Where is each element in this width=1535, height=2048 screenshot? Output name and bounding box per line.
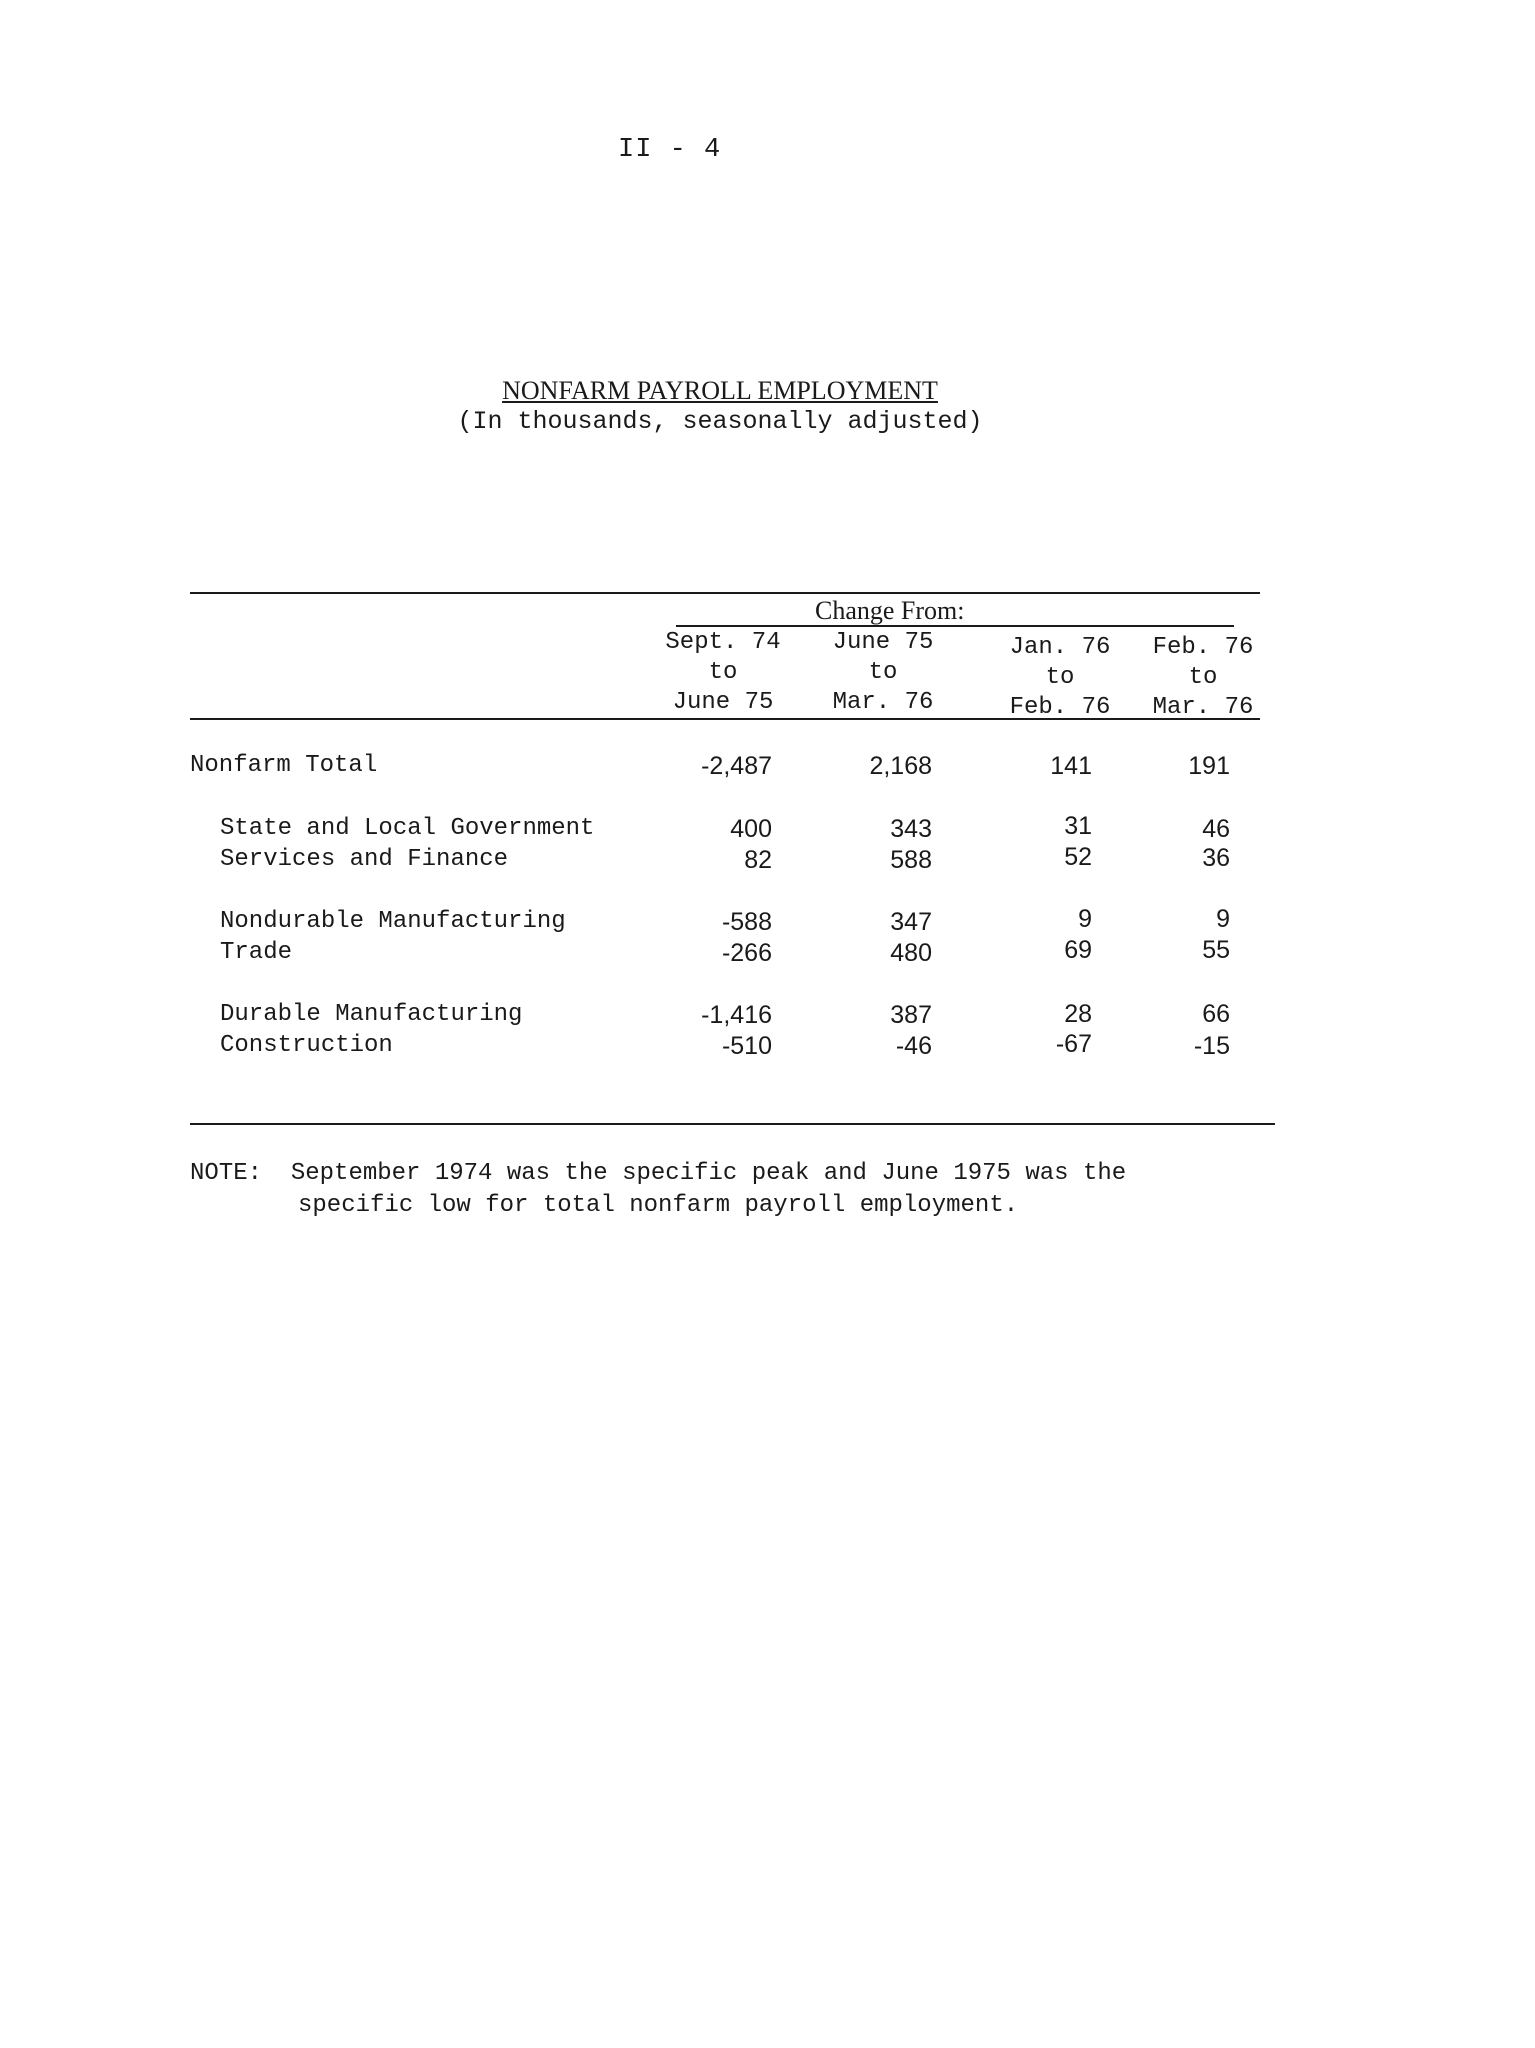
cell-state-local-government-col4: 46 (1202, 815, 1230, 843)
row-label-state-local-government: State and Local Government (220, 815, 595, 842)
cell-state-local-government-col2: 343 (890, 815, 932, 843)
table-title-block (440, 375, 1000, 437)
row-label-trade: Trade (220, 939, 293, 966)
column-header-3-line3: Feb. 76 (1009, 694, 1111, 721)
table-note (190, 1158, 1126, 1222)
column-header-2-line2: to (868, 659, 898, 686)
column-header-1-line3: June 75 (672, 689, 774, 716)
row-label-services-finance: Services and Finance (220, 846, 509, 873)
column-header-4-line3: Mar. 76 (1152, 694, 1254, 721)
cell-nondurable-manufacturing-col2: 347 (890, 908, 932, 936)
page-number: II - 4 (618, 135, 722, 165)
column-header-3-line1: Jan. 76 (1009, 634, 1111, 661)
column-header-2 (808, 628, 958, 718)
cell-services-finance-col3: 52 (1064, 843, 1092, 871)
cell-services-finance-col1: 82 (744, 846, 772, 874)
table-top-rule (190, 592, 1260, 594)
column-header-2-line1: June 75 (832, 629, 934, 656)
cell-trade-col2: 480 (890, 939, 932, 967)
column-header-4 (1128, 633, 1278, 723)
row-label-nonfarm-total: Nonfarm Total (190, 752, 378, 779)
row-label-construction: Construction (220, 1032, 393, 1059)
cell-durable-manufacturing-col3: 28 (1064, 1000, 1092, 1028)
cell-nonfarm-total-col3: 141 (1050, 752, 1092, 780)
cell-nonfarm-total-col1: -2,487 (701, 752, 772, 780)
cell-trade-col1: -266 (721, 939, 772, 967)
change-from-label: Change From: (815, 596, 965, 625)
column-header-3 (985, 633, 1135, 723)
cell-services-finance-col4: 36 (1202, 844, 1230, 872)
cell-nondurable-manufacturing-col4: 9 (1216, 905, 1230, 933)
column-header-1-line1: Sept. 74 (665, 629, 781, 656)
cell-durable-manufacturing-col1: -1,416 (701, 1001, 772, 1029)
cell-construction-col1: -510 (721, 1032, 772, 1060)
note-line1: September 1974 was the specific peak and June 1975 was the (290, 1160, 1127, 1187)
column-header-1 (648, 628, 798, 718)
note-label: NOTE: (190, 1160, 263, 1187)
note-line2: specific low for total nonfarm payroll employment. (298, 1192, 1019, 1219)
table-title: NONFARM PAYROLL EMPLOYMENT (502, 376, 938, 405)
cell-construction-col4: -15 (1193, 1032, 1230, 1060)
row-label-durable-manufacturing: Durable Manufacturing (220, 1001, 523, 1028)
cell-services-finance-col2: 588 (890, 846, 932, 874)
cell-construction-col2: -46 (895, 1032, 932, 1060)
cell-nondurable-manufacturing-col1: -588 (721, 908, 772, 936)
column-header-3-line2: to (1045, 664, 1075, 691)
cell-nonfarm-total-col4: 191 (1188, 752, 1230, 780)
column-header-1-line2: to (708, 659, 738, 686)
table-header-rule (190, 718, 1260, 720)
row-label-nondurable-manufacturing: Nondurable Manufacturing (220, 908, 566, 935)
column-header-4-line1: Feb. 76 (1152, 634, 1254, 661)
column-header-4-line2: to (1188, 664, 1218, 691)
table-subtitle: (In thousands, seasonally adjusted) (457, 407, 983, 436)
cell-nondurable-manufacturing-col3: 9 (1078, 905, 1092, 933)
cell-durable-manufacturing-col2: 387 (890, 1001, 932, 1029)
cell-trade-col3: 69 (1064, 936, 1092, 964)
cell-construction-col3: -67 (1055, 1030, 1092, 1058)
table-bottom-rule (190, 1123, 1275, 1125)
cell-trade-col4: 55 (1202, 936, 1230, 964)
cell-state-local-government-col3: 31 (1064, 812, 1092, 840)
cell-durable-manufacturing-col4: 66 (1202, 1000, 1230, 1028)
cell-state-local-government-col1: 400 (730, 815, 772, 843)
cell-nonfarm-total-col2: 2,168 (869, 752, 932, 780)
column-header-2-line3: Mar. 76 (832, 689, 934, 716)
change-from-rule (676, 625, 1234, 627)
